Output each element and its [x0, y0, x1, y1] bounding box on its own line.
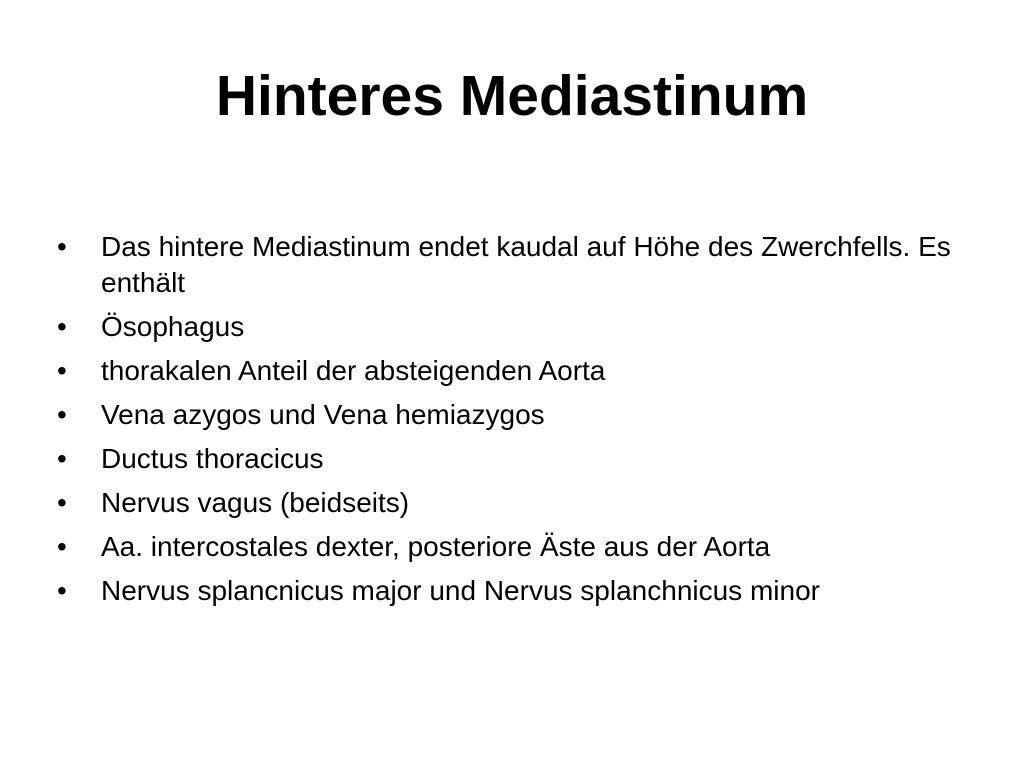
bullet-icon: • — [57, 575, 67, 606]
list-item-text: Nervus splancnicus major und Nervus splanchnicus minor — [101, 575, 820, 606]
bullet-list — [57, 229, 957, 617]
list-item — [57, 529, 957, 565]
list-item — [57, 573, 957, 609]
list-item-text: Das hintere Mediastinum endet kaudal auf Höhe des Zwerchfells. Es enthält — [101, 231, 951, 298]
list-item-text: Vena azygos und Vena hemiazygos — [101, 399, 545, 430]
list-item — [57, 353, 957, 389]
list-item-text: Nervus vagus (beidseits) — [101, 487, 410, 518]
list-item — [57, 309, 957, 345]
list-item — [57, 441, 957, 477]
list-item-text: Ösophagus — [101, 311, 245, 342]
list-item — [57, 397, 957, 433]
slide-title: Hinteres Mediastinum — [215, 64, 809, 128]
bullet-icon: • — [57, 443, 67, 474]
bullet-icon: • — [57, 531, 67, 562]
list-item — [57, 229, 957, 301]
list-item-text: Aa. intercostales dexter, posteriore Äste aus der Aorta — [101, 531, 771, 562]
bullet-icon: • — [57, 487, 67, 518]
list-item-text: Ductus thoracicus — [101, 443, 324, 474]
bullet-icon: • — [57, 231, 67, 262]
bullet-icon: • — [57, 311, 67, 342]
bullet-icon: • — [57, 399, 67, 430]
bullet-icon: • — [57, 355, 67, 386]
list-item-text: thorakalen Anteil der absteigenden Aorta — [101, 355, 606, 386]
list-item — [57, 485, 957, 521]
